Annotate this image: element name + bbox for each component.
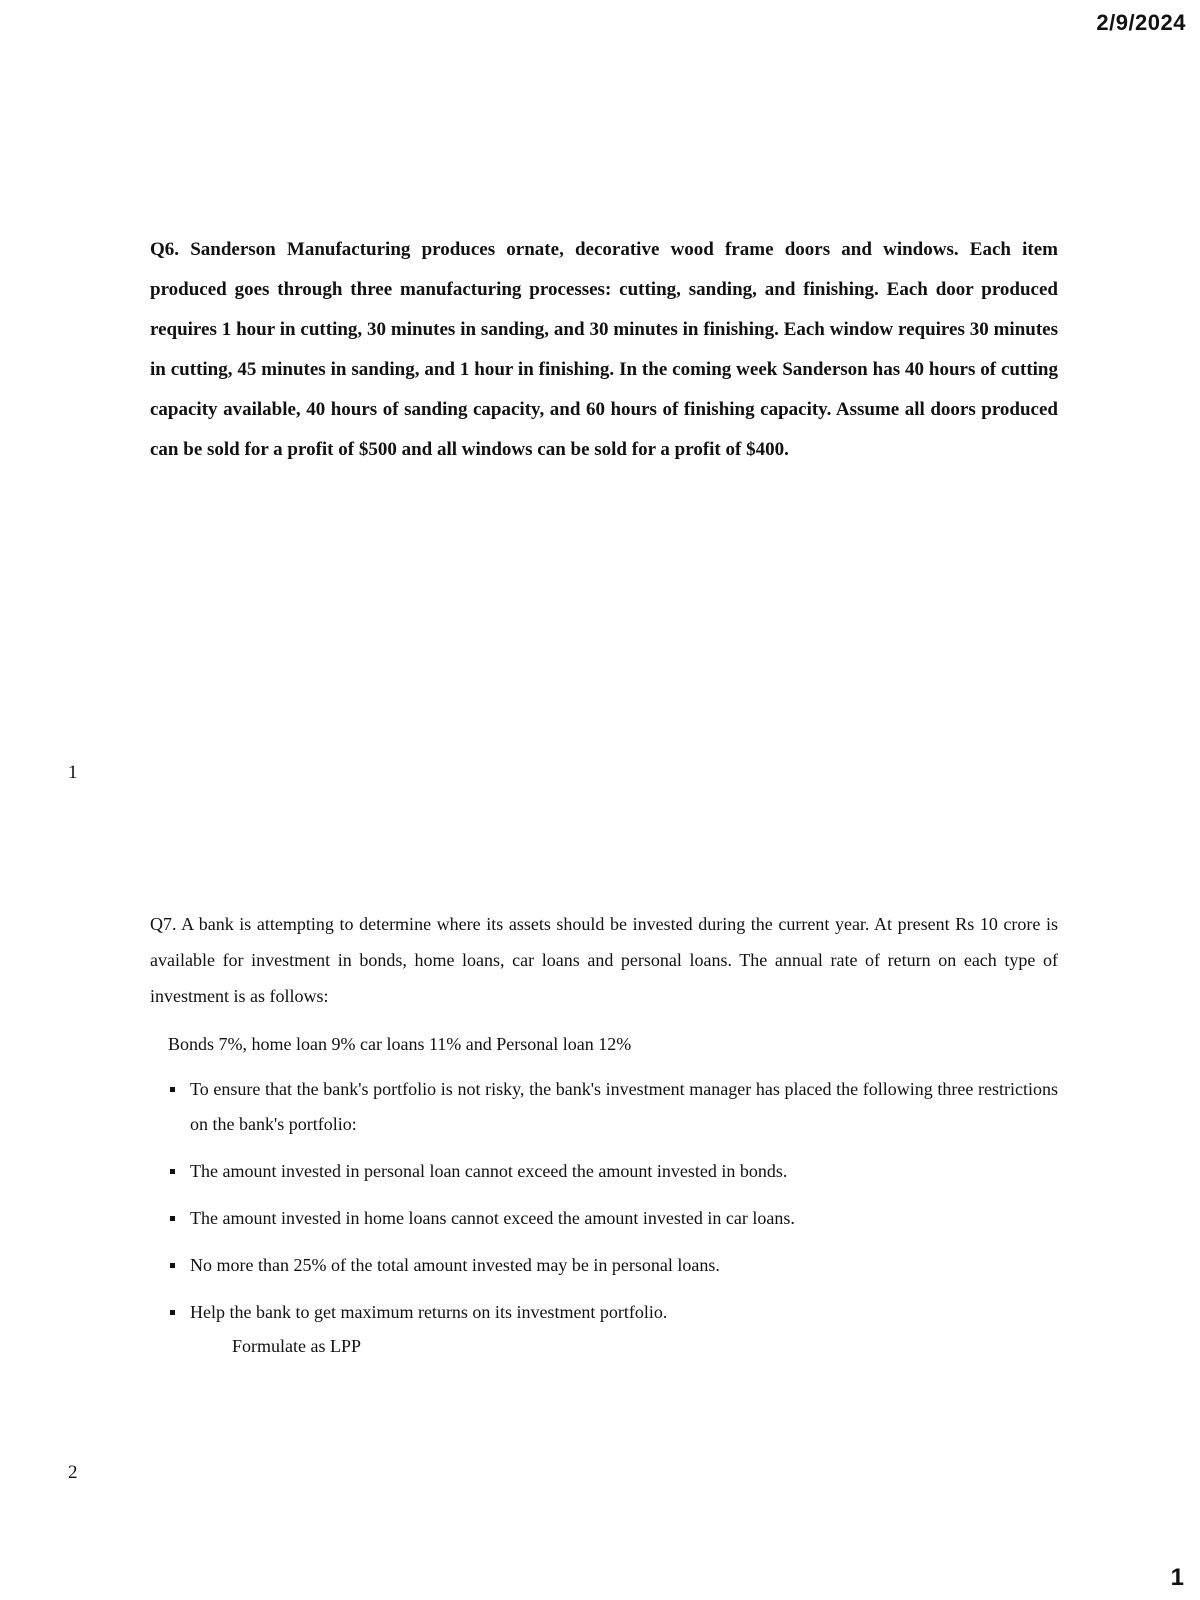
bullet-icon [170,1310,175,1315]
list-item [168,1072,1058,1142]
question-q6-text: Q6. Sanderson Manufacturing produces ornate, decorative wood frame doors and windows. Each item produced goes through three manufacturing processes: cutting, sanding, and finishing. Each door produced requires 1 hour in cutting, 30 minutes in sanding, and 30 minutes in finishing. Each window requires 30 minutes in cutting, 45 minutes in sanding, and 1 hour in finishing. In the coming week Sanderson has 40 hours of cutting capacity available, 40 hours of sanding capacity, and 60 hours of finishing capacity. Assume all doors produced can be sold for a profit of $500 and all windows can be sold for a profit of $400. [150,239,1058,460]
list-item-text: Help the bank to get maximum returns on its investment portfolio. [190,1302,668,1322]
list-item-text: To ensure that the bank's portfolio is not risky, the bank's investment manager has placed the following three restrictions on the bank's portfolio: [190,1079,1058,1134]
list-item [168,1154,1058,1189]
bullet-icon [170,1216,175,1221]
bullet-icon [170,1169,175,1174]
slide-number-1: 1 [68,762,78,783]
bullet-icon [170,1087,175,1092]
list-item [168,1248,1058,1283]
restrictions-list [168,1072,1058,1342]
list-item-text: The amount invested in home loans cannot exceed the amount invested in car loans. [190,1208,795,1228]
rates-of-return: Bonds 7%, home loan 9% car loans 11% and Personal loan 12% [168,1034,632,1054]
formulate-instruction: Formulate as LPP [232,1336,361,1356]
question-q7-text: Q7. A bank is attempting to determine where its assets should be invested during the current year. At present Rs 10 crore is available for investment in bonds, home loans, car loans and personal loans. The annual rate of return on each type of investment is as follows: [150,914,1058,1006]
bullet-icon [170,1263,175,1268]
page-number: 1 [1170,1564,1184,1591]
list-item-text: No more than 25% of the total amount invested may be in personal loans. [190,1255,720,1275]
list-item [168,1295,1058,1330]
slide-number-2: 2 [68,1462,78,1483]
print-date: 2/9/2024 [1096,10,1186,35]
list-item [168,1201,1058,1236]
list-item-text: The amount invested in personal loan cannot exceed the amount invested in bonds. [190,1161,788,1181]
